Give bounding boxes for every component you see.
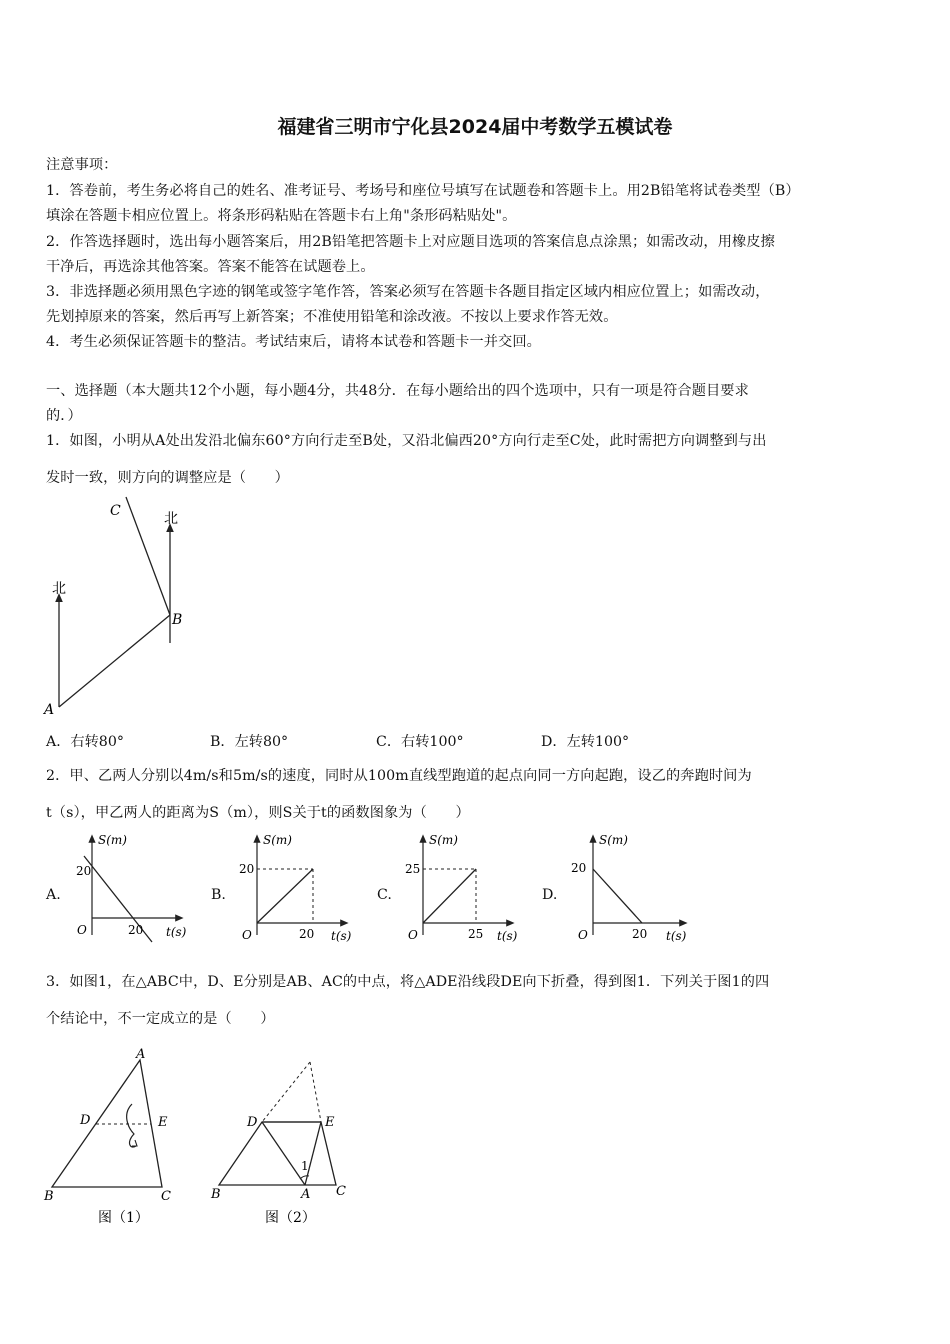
graph-line bbox=[257, 869, 313, 923]
origin-label: O bbox=[242, 928, 252, 942]
q2-option-c[interactable]: C. bbox=[377, 887, 392, 903]
q2-graph-a bbox=[70, 830, 192, 948]
x-tick-label: 25 bbox=[468, 927, 484, 941]
q2-graph-d bbox=[566, 830, 692, 948]
graph-line bbox=[423, 869, 476, 923]
y-axis-label: S(m) bbox=[599, 833, 628, 847]
notice-line: 1．答卷前，考生务必将自己的姓名、准考证号、考场号和座位号填写在试题卷和答题卡上。用2B铅笔将试卷类型（B） bbox=[46, 183, 800, 199]
q1-option-b[interactable]: B．左转80° bbox=[210, 734, 289, 750]
point-b-label: B bbox=[211, 1187, 221, 1202]
x-tick-label: 20 bbox=[632, 927, 648, 941]
q2-text-cont: t（s），甲乙两人的距离为S（m），则S关于t的函数图象为（ ） bbox=[46, 805, 470, 821]
q1-text-cont: 发时一致，则方向的调整应是（ ） bbox=[46, 470, 289, 486]
figure-caption: 图（2） bbox=[265, 1210, 316, 1226]
origin-label: O bbox=[408, 928, 418, 942]
x-axis-label: t(s) bbox=[666, 929, 687, 943]
q1-option-a[interactable]: A．右转80° bbox=[46, 734, 124, 750]
page-title: 福建省三明市宁化县2024届中考数学五模试卷 bbox=[277, 116, 673, 138]
angle-label: 1 bbox=[301, 1159, 309, 1173]
north-label: 北 bbox=[164, 511, 178, 527]
q1-figure bbox=[40, 495, 200, 720]
y-axis-label: S(m) bbox=[263, 833, 292, 847]
y-axis-label: S(m) bbox=[98, 833, 127, 847]
origin-label: O bbox=[578, 928, 588, 942]
q2-graph-c bbox=[401, 830, 523, 948]
point-d-label: D bbox=[247, 1115, 258, 1130]
point-c-label: C bbox=[110, 503, 121, 519]
graph-line bbox=[593, 869, 642, 923]
x-tick-label: 20 bbox=[299, 927, 315, 941]
q2-option-b[interactable]: B. bbox=[211, 887, 226, 903]
x-axis-label: t(s) bbox=[331, 929, 352, 943]
q2-option-a[interactable]: A. bbox=[46, 887, 61, 903]
y-tick-label: 20 bbox=[239, 862, 255, 876]
q1-text: 1．如图，小明从A处出发沿北偏东60°方向行走至B处，又沿北偏西20°方向行走至C处，此时需把方向调整到与出 bbox=[46, 433, 767, 449]
point-e-label: E bbox=[158, 1115, 168, 1130]
q2-graph-b bbox=[235, 830, 357, 948]
point-e-label: E bbox=[325, 1115, 335, 1130]
point-c-label: C bbox=[336, 1184, 346, 1199]
x-axis-label: t(s) bbox=[497, 929, 518, 943]
north-label: 北 bbox=[52, 581, 66, 597]
section-heading: 一、选择题（本大题共12个小题，每小题4分，共48分．在每小题给出的四个选项中，只有一项是符合题目要求 bbox=[46, 383, 749, 399]
segment-ab bbox=[59, 615, 170, 707]
point-b-label: B bbox=[44, 1189, 54, 1204]
notice-heading: 注意事项： bbox=[46, 157, 118, 173]
point-d-label: D bbox=[80, 1113, 91, 1128]
origin-label: O bbox=[77, 923, 87, 937]
point-a-label: A bbox=[301, 1187, 311, 1202]
q3-figure-2 bbox=[205, 1042, 355, 1232]
figure-caption: 图（1） bbox=[98, 1210, 149, 1226]
q3-text: 3．如图1，在△ABC中，D、E分别是AB、AC的中点，将△ADE沿线段DE向下折叠，得到图1．下列关于图1的四 bbox=[46, 974, 770, 990]
point-c-label: C bbox=[161, 1189, 171, 1204]
y-tick-label: 25 bbox=[405, 862, 421, 876]
fold-dashed-line bbox=[262, 1062, 310, 1122]
x-axis-label: t(s) bbox=[166, 925, 187, 939]
q2-text: 2．甲、乙两人分别以4m/s和5m/s的速度，同时从100m直线型跑道的起点向同一方向起跑，设乙的奔跑时间为 bbox=[46, 768, 752, 784]
notice-line: 3．非选择题必须用黑色字迹的钢笔或签字笔作答，答案必须写在答题卡各题目指定区域内相应位置上；如需改动， bbox=[46, 284, 770, 300]
fold-arrowhead-icon bbox=[132, 1140, 137, 1146]
point-a-label: A bbox=[44, 702, 55, 718]
q3-figure-1 bbox=[40, 1042, 190, 1232]
section-heading-cont: 的．） bbox=[46, 408, 82, 424]
q3-text-cont: 个结论中，不一定成立的是（ ） bbox=[46, 1011, 275, 1027]
fold-arrow-icon bbox=[127, 1104, 136, 1147]
y-tick-label: 20 bbox=[76, 864, 92, 878]
notice-line: 2．作答选择题时，选出每小题答案后，用2B铅笔把答题卡上对应题目选项的答案信息点涂黑；如需改动，用橡皮擦 bbox=[46, 234, 775, 250]
notice-line: 干净后，再选涂其他答案。答案不能答在试题卷上。 bbox=[46, 259, 375, 275]
point-a-label: A bbox=[136, 1047, 146, 1062]
notice-line: 先划掉原来的答案，然后再写上新答案；不准使用铅笔和涂改液。不按以上要求作答无效。 bbox=[46, 309, 618, 325]
fold-dashed-line bbox=[310, 1062, 321, 1122]
q2-option-d[interactable]: D. bbox=[542, 887, 558, 903]
segment-da bbox=[262, 1122, 305, 1185]
point-b-label: B bbox=[172, 612, 183, 628]
y-axis-label: S(m) bbox=[429, 833, 458, 847]
q1-option-d[interactable]: D．左转100° bbox=[541, 734, 630, 750]
notice-line: 4．考生必须保证答题卡的整洁。考试结束后，请将本试卷和答题卡一并交回。 bbox=[46, 334, 541, 350]
notice-line: 填涂在答题卡相应位置上。将条形码粘贴在答题卡右上角"条形码粘贴处"。 bbox=[46, 208, 517, 224]
x-tick-label: 20 bbox=[128, 923, 144, 937]
q1-option-c[interactable]: C．右转100° bbox=[376, 734, 464, 750]
y-tick-label: 20 bbox=[571, 861, 587, 875]
